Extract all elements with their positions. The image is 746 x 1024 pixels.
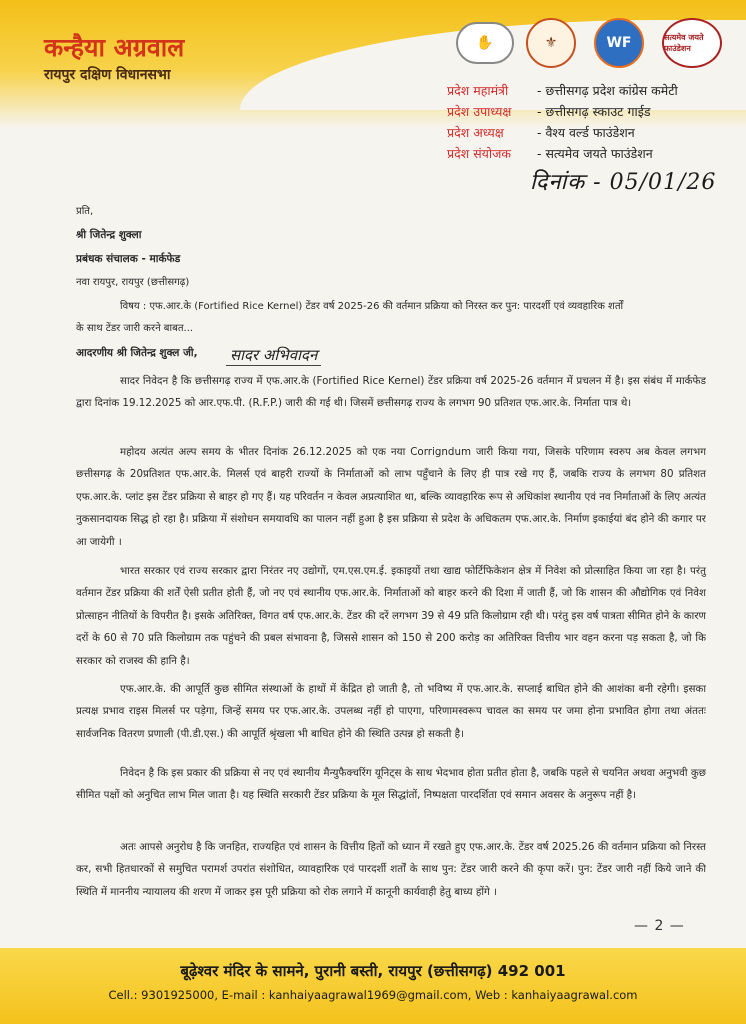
footer-address: बूढ़ेश्वर मंदिर के सामने, पुरानी बस्ती, रायपुर (छत्तीसगढ़) 492 001 [180, 962, 566, 980]
post-org: - छत्तीसगढ़ स्काउट गाईड [537, 104, 651, 119]
paragraph-text: सादर निवेदन है कि छत्तीसगढ़ राज्य में एफ.आर.के (Fortified Rice Kernel) टेंडर प्रक्रिया वर्ष 2025-26 वर्तमान में प्रचलन में है। इस संबंध में मार्कफेड द्वारा दिनांक 19.12.2025 को आर.एफ.पी. (R.F.P.) जारी की गई थी। जिसमें छत्तीसगढ़ राज्य के लगभग 90 प्रतिशत एफ.आर.के. निर्माता पात्र थे। [76, 375, 706, 410]
to-label: प्रति, [76, 206, 94, 217]
post-org: - सत्यमेव जयते फाउंडेशन [537, 146, 653, 161]
sender-name: कन्हैया अग्रवाल [44, 33, 185, 62]
post-role: प्रदेश उपाध्यक्ष [447, 104, 512, 119]
footer-band [0, 948, 746, 1024]
post-role: प्रदेश अध्यक्ष [447, 125, 504, 140]
paragraph-5 [76, 762, 706, 830]
sender-posts [447, 80, 746, 164]
satyamev-jayate-icon: सत्यमेव जयते फाउंडेशन [662, 18, 722, 68]
paragraph-text: एफ.आर.के. की आपूर्ति कुछ सीमित संस्थाओं के हाथों में केंद्रित हो जाती है, तो भविष्य में एफ.आर.के. सप्लाई बाधित होने की आशंका बनी रहेगी। इसका प्रत्यक्ष प्रभाव राइस मिलर्स पर पड़ेगा, जिन्हें समय पर एफ.आर.के. उपलब्ध नहीं हो पाएगा, परिणामस्वरूप चावल का समय पर जमा होना प्रभावित होगा तथा अंततः सार्वजनिक वितरण प्रणाली (पी.डी.एस.) की आपूर्ति श्रृंखला भी बाधित होने की स्थिति उत्पन्न हो सकती है। [76, 683, 706, 740]
congress-flag-icon: ✋ [456, 22, 514, 64]
organization-logos [454, 18, 734, 68]
post-org: - वैश्य वर्ल्ड फाउंडेशन [537, 125, 635, 140]
scout-guide-icon: ⚜ [526, 18, 576, 68]
post-row [447, 80, 746, 101]
post-role: प्रदेश महामंत्री [447, 83, 509, 98]
post-row [447, 101, 746, 122]
paragraph-4 [76, 678, 706, 746]
subject-line-continued: के साथ टेंडर जारी करने बाबत... [76, 323, 194, 334]
page-number: — 2 — [634, 918, 685, 934]
recipient-name: श्री जितेन्द्र शुक्ला [76, 229, 142, 241]
paragraph-1 [76, 370, 706, 436]
handwritten-date: दिनांक - 05/01/26 [530, 170, 717, 195]
vaishya-world-icon: WF [594, 18, 644, 68]
sender-constituency: रायपुर दक्षिण विधानसभा [44, 67, 171, 83]
post-row [447, 122, 746, 143]
handwritten-greeting: सादर अभिवादन [226, 345, 321, 366]
salutation: आदरणीय श्री जितेन्द्र शुक्ल जी, [76, 347, 198, 359]
post-org: - छत्तीसगढ़ प्रदेश कांग्रेस कमेटी [537, 83, 678, 98]
paragraph-text: अतः आपसे अनुरोध है कि जनहित, राज्यहित एवं शासन के वित्तीय हितों को ध्यान में रखते हुए एफ.आर.के. टेंडर वर्ष 2025.26 की वर्तमान प्रक्रिया को निरस्त कर, सभी हितधारकों से समुचित परामर्श उपरांत संशोधित, व्यावहारिक एवं पारदर्शी शर्तों के साथ पुन: टेंडर जारी करने की कृपा करें। पुन: टेंडर जारी नहीं किये जाने की स्थिति में माननीय न्यायालय की शरण में जाकर इस पूरी प्रक्रिया को रोक लगाने में कानूनी कार्यवाही हेतु बाध्य होंगे । [76, 841, 706, 898]
paragraph-text: महोदय अत्यंत अल्प समय के भीतर दिनांक 26.12.2025 को एक नया Corrigndum जारी किया गया, जिसके परिणाम स्वरुप अब केवल लगभग छत्तीसगढ़ के 20प्रतिशत एफ.आर.के. मिलर्स एवं बाहरी राज्यों के निर्माताओं को लाभ पहुँचाने के लिए ही पात्र रखे गए हैं, जबकि राज्य के लगभग 80 प्रतिशत एफ.आर.के. प्लांट इस टेंडर प्रक्रिया से बाहर हो गए हैं। यह परिवर्तन न केवल अप्रत्याशित था, बल्कि व्यावहारिक रूप से अधिकांश स्थानीय एवं नव निर्माताओं के लिए अत्यंत नुकसानदायक सिद्ध हो रहा है। प्रक्रिया में संशोधन समयावधि का पालन नहीं हुआ है इस प्रक्रिया से प्रदेश के अधिकतम एफ.आर.के. निर्माण इकाईयां बंद होने की कगार पर आ जायेगी । [76, 446, 706, 548]
paragraph-2 [76, 441, 706, 553]
subject-line: विषय : एफ.आर.के (Fortified Rice Kernel) टेंडर वर्ष 2025-26 की वर्तमान प्रक्रिया को निरस्त कर पुन: पारदर्शी एवं व्यवहारिक शर्तों [120, 301, 624, 312]
recipient-address: नवा रायपुर, रायपुर (छत्तीसगढ़) [76, 277, 190, 288]
post-role: प्रदेश संयोजक [447, 146, 512, 161]
footer-contact: Cell.: 9301925000, E-mail : kanhaiyaagrawal1969@gmail.com, Web : kanhaiyaagrawal.com [108, 988, 638, 1002]
paragraph-text: भारत सरकार एवं राज्य सरकार द्वारा निरंतर नए उद्योगों, एम.एस.एम.ई. इकाइयों तथा खाद्य फोर्टिफिकेशन क्षेत्र में निवेश को प्रोत्साहित किया जा रहा है। परंतु वर्तमान टेंडर प्रक्रिया की शर्तें ऐसी प्रतीत होती हैं, जो नए एवं स्थानीय एफ.आर.के. निर्माताओं को बाहर करने की दिशा में जाती हैं, जो कि शासन की औद्योगिक एवं निवेश प्रोत्साहन नीतियों के विपरीत है। इसके अतिरिक्त, विगत वर्ष एफ.आर.के. टेंडर की दरें लगभग 39 से 49 प्रति किलोग्राम रही थी। परंतु इस वर्ष पात्रता सीमित होने के कारण दरों के 60 से 70 प्रति किलोग्राम तक पहुंचने की प्रबल संभावना है, जिससे शासन को 150 से 200 करोड़ का अतिरिक्त वित्तीय भार वहन करना पड़ सकता है, जो कि सरकार को राजस्व की हानि है। [76, 565, 706, 667]
paragraph-3 [76, 560, 706, 672]
post-row [447, 143, 746, 164]
paragraph-text: निवेदन है कि इस प्रकार की प्रक्रिया से नए एवं स्थानीय मैन्युफैक्चरिंग यूनिट्स के साथ भेदभाव होता प्रतीत होता है, जबकि पहले से चयनित अथवा अनुभवी कुछ सीमित पक्षों को अनुचित लाभ मिल जाता है। यह स्थिति सरकारी टेंडर प्रक्रिया के मूल सिद्धांतों, निष्पक्षता पारदर्शिता एवं समान अवसर के अनुरूप नहीं है। [76, 767, 706, 802]
recipient-post: प्रबंधक संचालक - मार्कफेड [76, 253, 181, 265]
paragraph-6 [76, 836, 706, 906]
